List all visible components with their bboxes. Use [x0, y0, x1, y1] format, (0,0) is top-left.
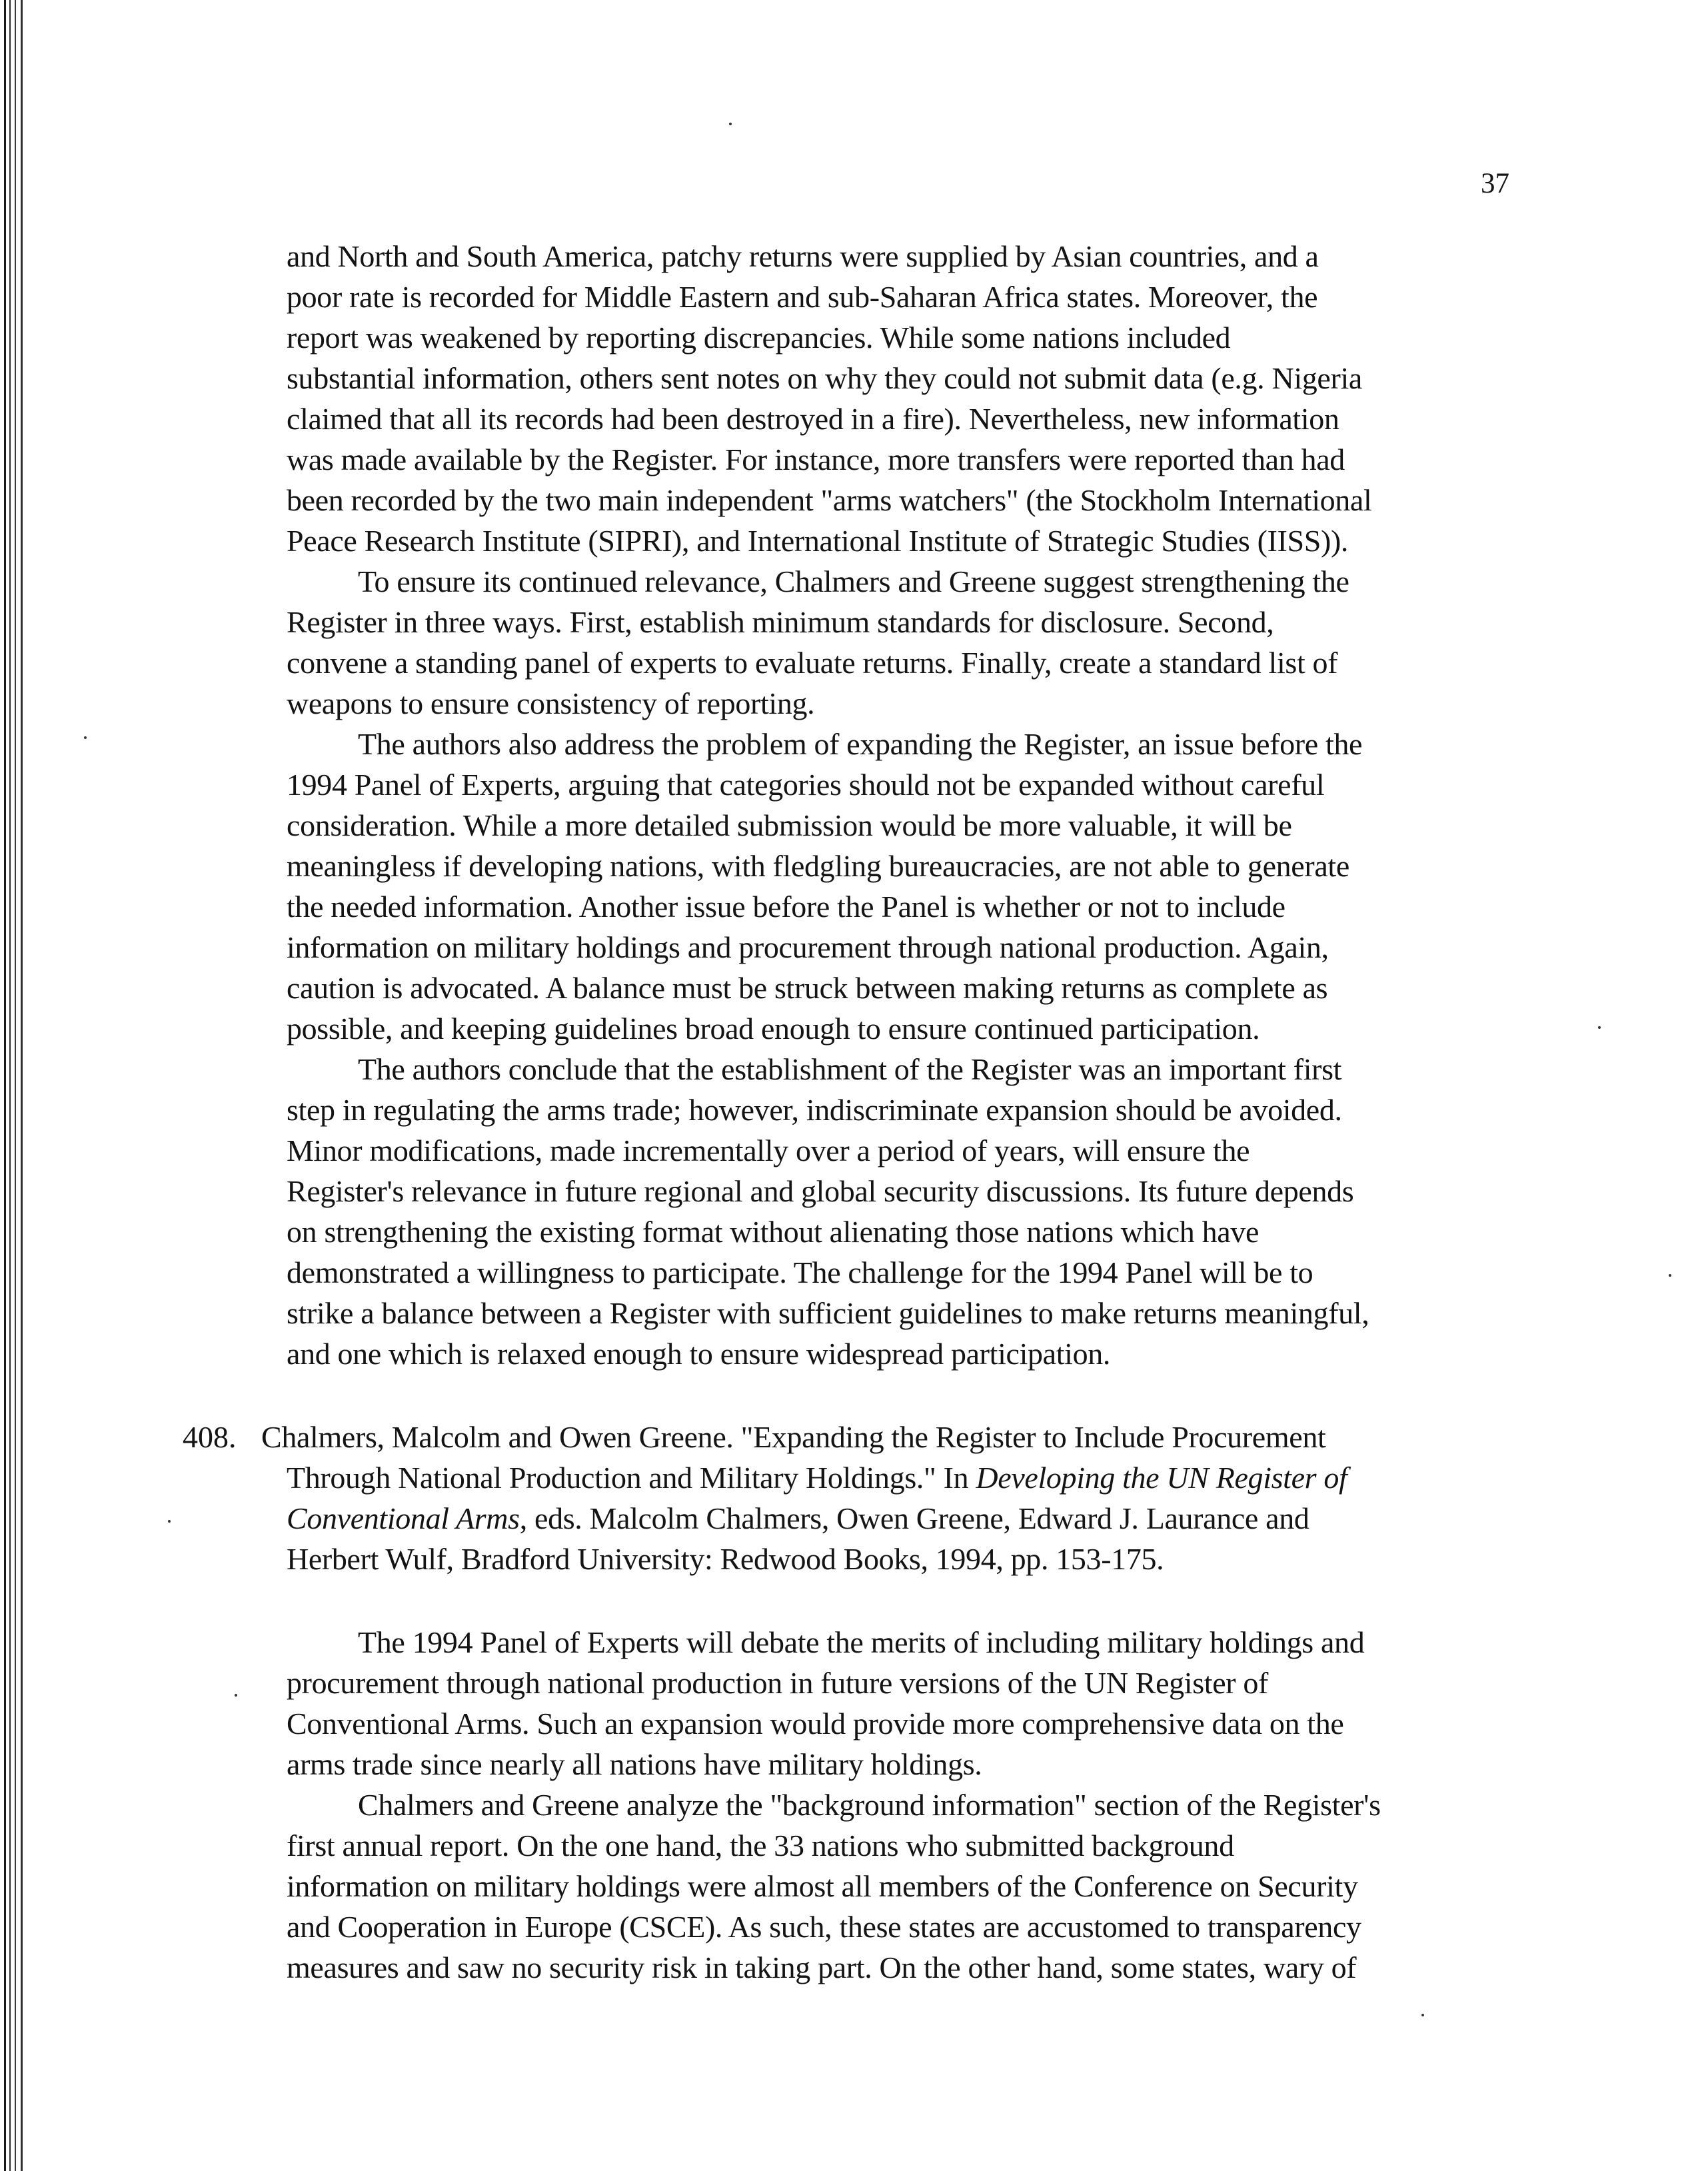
text-line: and North and South America, patchy returns were supplied by Asian countries, and a: [287, 239, 1319, 273]
text-line: been recorded by the two main independent "arms watchers" (the Stockholm International: [287, 483, 1372, 517]
scan-speck: [235, 1694, 237, 1697]
text-line: demonstrated a willingness to participate. The challenge for the 1994 Panel will be to: [287, 1255, 1313, 1289]
text-line: weapons to ensure consistency of reporting.: [287, 686, 815, 720]
text-line: The authors conclude that the establishment of the Register was an important first: [358, 1052, 1342, 1086]
text-line: the needed information. Another issue before the Panel is whether or not to include: [287, 890, 1285, 924]
scan-speck: [168, 1520, 171, 1523]
text-line: and Cooperation in Europe (CSCE). As such, these states are accustomed to transparency: [287, 1910, 1361, 1944]
text-line: was made available by the Register. For instance, more transfers were reported than had: [287, 442, 1345, 476]
text-line: Chalmers and Greene analyze the "background information" section of the Register's: [358, 1788, 1381, 1822]
text-line: report was weakened by reporting discrepancies. While some nations included: [287, 321, 1231, 355]
text-line: 1994 Panel of Experts, arguing that categories should not be expanded without careful: [287, 768, 1325, 802]
text-line: and one which is relaxed enough to ensure widespread participation.: [287, 1337, 1111, 1371]
scan-binding-edge: [0, 0, 29, 2171]
text-line: Register in three ways. First, establish minimum standards for disclosure. Second,: [287, 605, 1274, 639]
text-line: To ensure its continued relevance, Chalmers and Greene suggest strengthening the: [358, 564, 1349, 598]
scan-speck: [84, 736, 87, 739]
citation-line: Chalmers, Malcolm and Owen Greene. "Expanding the Register to Include Procurement: [261, 1420, 1326, 1454]
scan-speck: [1598, 1026, 1601, 1029]
text-line: substantial information, others sent notes on why they could not submit data (e.g. Nigeria: [287, 361, 1362, 395]
text-line: poor rate is recorded for Middle Eastern and sub-Saharan Africa states. Moreover, the: [287, 280, 1318, 314]
citation-text: Through National Production and Military Holdings." In: [287, 1461, 976, 1495]
text-line: information on military holdings and procurement through national production. Again,: [287, 930, 1329, 964]
book-title: Developing the UN Register of: [976, 1461, 1347, 1495]
scan-speck: [1421, 2014, 1424, 2016]
citation-line: Herbert Wulf, Bradford University: Redwood Books, 1994, pp. 153-175.: [287, 1542, 1164, 1576]
scan-speck: [729, 123, 732, 125]
text-line: Minor modifications, made incrementally over a period of years, will ensure the: [287, 1133, 1250, 1167]
text-line: convene a standing panel of experts to evaluate returns. Finally, create a standard list of: [287, 646, 1338, 680]
citation-line: [287, 1460, 1347, 1496]
book-title: Conventional Arms: [287, 1501, 520, 1535]
text-line: measures and saw no security risk in taking part. On the other hand, some states, wary of: [287, 1950, 1357, 1984]
text-line: Peace Research Institute (SIPRI), and International Institute of Strategic Studies (IISS)).: [287, 524, 1349, 558]
scan-speck: [1669, 1274, 1671, 1277]
text-line: information on military holdings were almost all members of the Conference on Security: [287, 1869, 1358, 1903]
text-line: The authors also address the problem of expanding the Register, an issue before the: [358, 727, 1363, 761]
text-line: Conventional Arms. Such an expansion would provide more comprehensive data on the: [287, 1707, 1344, 1741]
text-line: on strengthening the existing format without alienating those nations which have: [287, 1215, 1260, 1249]
text-line: meaningless if developing nations, with fledgling bureaucracies, are not able to generate: [287, 849, 1349, 883]
citation-line: [287, 1501, 1309, 1537]
text-line: first annual report. On the one hand, the 33 nations who submitted background: [287, 1828, 1234, 1862]
text-line: procurement through national production in future versions of the UN Register of: [287, 1666, 1269, 1700]
text-line: arms trade since nearly all nations have military holdings.: [287, 1747, 982, 1781]
text-line: Register's relevance in future regional and global security discussions. Its future depends: [287, 1174, 1354, 1208]
citation-text: , eds. Malcolm Chalmers, Owen Greene, Edward J. Laurance and: [519, 1501, 1309, 1535]
text-line: The 1994 Panel of Experts will debate the merits of including military holdings and: [358, 1625, 1365, 1659]
text-line: strike a balance between a Register with sufficient guidelines to make returns meaningful,: [287, 1296, 1369, 1330]
page-number: 37: [1481, 168, 1509, 199]
text-line: possible, and keeping guidelines broad enough to ensure continued participation.: [287, 1012, 1260, 1046]
text-line: caution is advocated. A balance must be struck between making returns as complete as: [287, 971, 1328, 1005]
text-line: claimed that all its records had been destroyed in a fire). Nevertheless, new information: [287, 402, 1339, 436]
entry-number: 408.: [183, 1420, 237, 1454]
text-line: step in regulating the arms trade; however, indiscriminate expansion should be avoided.: [287, 1093, 1342, 1127]
text-line: consideration. While a more detailed submission would be more valuable, it will be: [287, 808, 1292, 842]
